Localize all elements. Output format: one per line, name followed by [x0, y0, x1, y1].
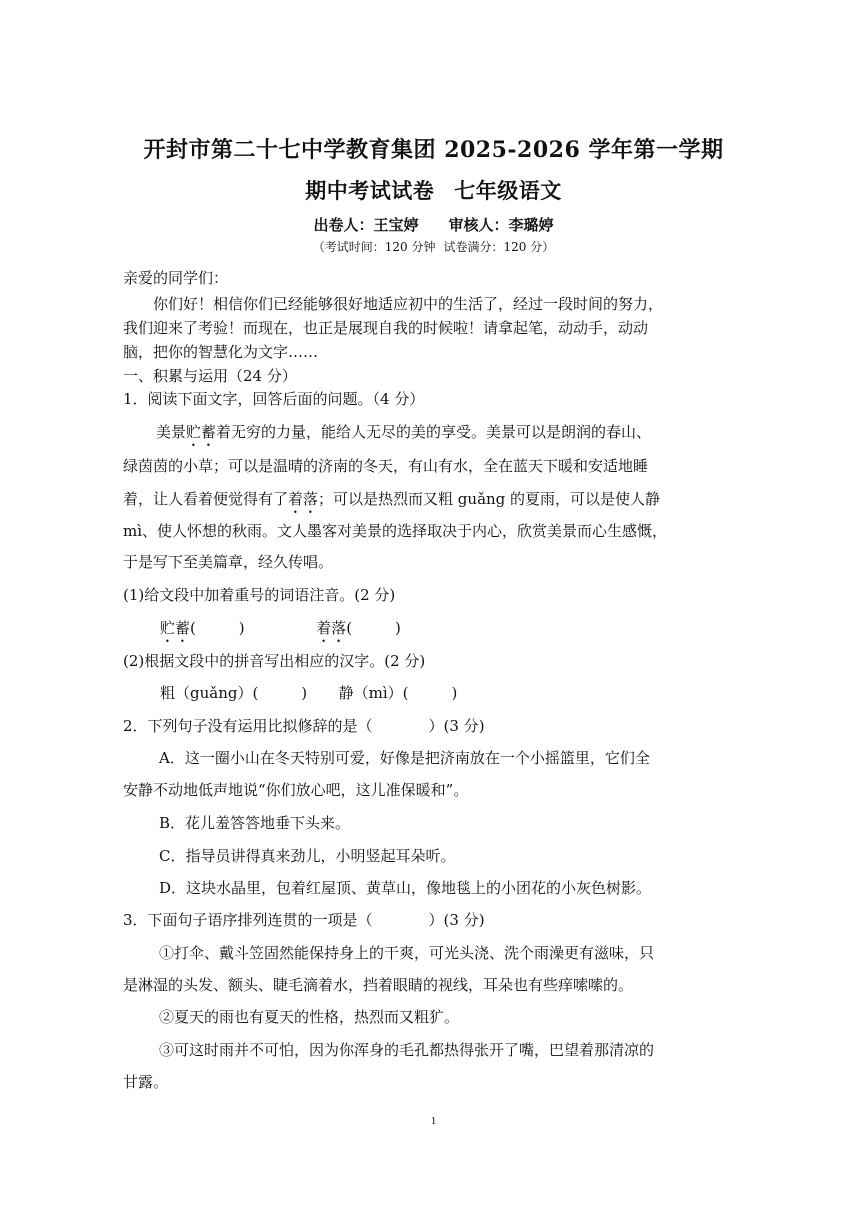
setter: 出卷人：王宝婷	[313, 216, 419, 234]
emphasized-word: 贮蓄	[186, 423, 217, 441]
option-a-cont: 安静不动地低声地说“你们放心吧，这儿准保暖和”。	[123, 781, 469, 799]
option-d: D．这块水晶里，包着红屋顶、黄草山，像地毯上的小团花的小灰色树影。	[159, 879, 652, 897]
sub-question-1: (1)给文段中加着重号的词语注音。(2 分)	[123, 586, 396, 604]
passage-line: mì、使人怀想的秋雨。文人墨客对美景的选择取决于内心，欣赏美景而心生感慨，	[123, 522, 668, 540]
option-c: C．指导员讲得真来劲儿，小明竖起耳朵听。	[159, 847, 456, 865]
passage-line: 着，让人看着便觉得有了着落；可以是热烈而又粗 guǎng 的夏雨，可以是使人静	[123, 490, 661, 508]
passage-line: 于是写下至美篇章，经久传唱。	[123, 553, 334, 571]
hanzi-answer-row: 粗（guǎng）( ) 静（mì）( )	[160, 684, 458, 702]
sentence-2: ②夏天的雨也有夏天的性格，热烈而又粗犷。	[159, 1008, 460, 1026]
answer-blank[interactable]: ( )	[346, 619, 401, 637]
intro-line: 我们迎来了考验！而现在，也正是展现自我的时候啦！请拿起笔，动动手，动动	[123, 319, 649, 337]
answer-blank[interactable]: ( )	[190, 619, 245, 637]
grade-subject: 七年级语文	[454, 178, 562, 203]
emphasized-word: 着落	[288, 490, 319, 508]
sentence-1-cont: 是淋湿的头发、额头、睫毛滴着水，挡着眼睛的视线，耳朵也有些痒嗦嗦的。	[123, 976, 634, 994]
exam-title: 开封市第二十七中学教育集团 2025-2026 学年第一学期	[143, 137, 724, 163]
exam-type: 期中考试试卷	[305, 178, 435, 203]
time-info: （考试时间：120 分钟	[312, 240, 436, 254]
passage-line: 美景贮蓄着无穷的力量，能给人无尽的美的享受。美景可以是朗润的春山、	[156, 423, 652, 441]
setters-line	[0, 214, 867, 235]
score-info: 试卷满分：120 分）	[443, 240, 555, 254]
sentence-3: ③可这时雨并不可怕，因为你浑身的毛孔都热得张开了嘴，巴望着那清凉的	[159, 1041, 655, 1059]
question-3-stem: 3．下面句子语序排列连贯的一项是（ ）(3 分)	[123, 911, 485, 929]
sentence-1: ①打伞、戴斗笠固然能保持身上的干爽，可光头浇、洗个雨澡更有滋味，只	[159, 944, 655, 962]
sentence-3-cont: 甘露。	[123, 1073, 169, 1091]
pinyin-answer-row: 贮蓄( ) 着落( )	[160, 619, 401, 637]
sub-question-2: (2)根据文段中的拼音写出相应的汉字。(2 分)	[123, 652, 426, 670]
page-number: 1	[430, 1115, 437, 1127]
answer-blank[interactable]: )	[258, 684, 308, 702]
answer-blank[interactable]: )	[408, 684, 458, 702]
question-1-stem: 1．阅读下面文字，回答后面的问题。（4 分）	[123, 390, 425, 408]
section-heading: 一、积累与运用（24 分）	[123, 367, 297, 385]
greeting: 亲爱的同学们：	[123, 269, 229, 287]
option-a: A．这一圈小山在冬天特别可爱，好像是把济南放在一个小摇篮里，它们全	[159, 749, 650, 767]
intro-line: 你们好！相信你们已经能够很好地适应初中的生活了，经过一段时间的努力，	[153, 295, 664, 313]
option-b: B．花儿羞答答地垂下头来。	[159, 814, 351, 832]
exam-subtitle	[0, 175, 867, 205]
reviewer: 审核人：李璐婷	[448, 216, 554, 234]
passage-line: 绿茵茵的小草；可以是温晴的济南的冬天，有山有水，全在蓝天下暖和安适地睡	[123, 457, 649, 475]
exam-info	[0, 238, 867, 255]
question-2-stem: 2．下列句子没有运用比拟修辞的是（ ）(3 分)	[123, 717, 485, 735]
intro-line: 脑，把你的智慧化为文字……	[123, 343, 319, 361]
